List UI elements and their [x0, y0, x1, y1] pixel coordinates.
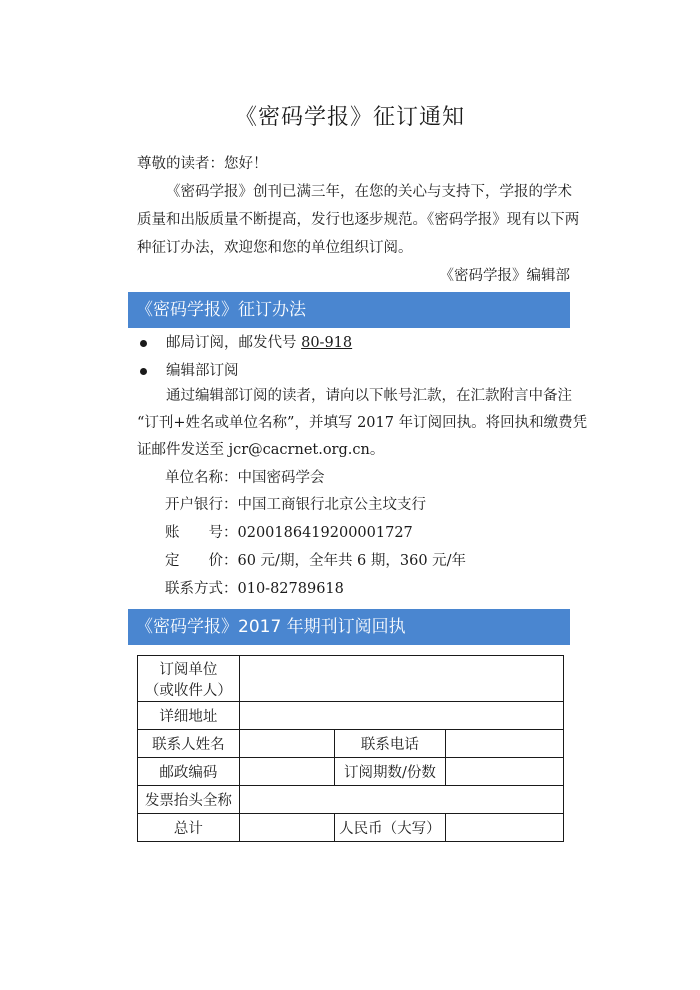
- form-label-postcode: 邮政编码: [138, 758, 240, 786]
- greeting: 尊敬的读者：您好！: [137, 156, 268, 172]
- info-value: 中国工商银行北京公主坟支行: [237, 497, 426, 513]
- form-label-unit: [138, 656, 240, 702]
- bullet-text: 邮局订阅，邮发代号: [166, 335, 302, 351]
- form-row: [138, 730, 564, 758]
- info-bank: [165, 492, 426, 519]
- form-label-issues: 订阅期数/份数: [334, 758, 446, 786]
- info-label: 联系方式：: [165, 581, 238, 597]
- form-field-rmb[interactable]: [446, 814, 564, 842]
- editorial-subscription-description: [137, 383, 588, 464]
- bullet-icon: [140, 368, 147, 375]
- info-label: 账 号：: [165, 525, 238, 541]
- form-label-invoice: 发票抬头全称: [138, 786, 240, 814]
- info-value: 0200186419200001727: [237, 525, 413, 541]
- info-contact: [165, 576, 344, 603]
- form-label-address: 详细地址: [138, 702, 240, 730]
- form-label-rmb: 人民币（大写）: [334, 814, 446, 842]
- bullet-editorial-office: [137, 357, 239, 385]
- intro-paragraph: [137, 178, 580, 262]
- section-heading-subscription-methods: 《密码学报》征订办法: [128, 292, 570, 328]
- info-label: 单位名称：: [165, 470, 238, 486]
- intro-line: 《密码学报》创刊已满三年，在您的关心与支持下，学报的学术: [166, 184, 572, 200]
- form-row: [138, 786, 564, 814]
- signature: 《密码学报》编辑部: [439, 268, 570, 284]
- bullet-post-office: [137, 329, 352, 357]
- form-label-total: 总计: [138, 814, 240, 842]
- info-label: 定 价：: [165, 553, 238, 569]
- desc-line: “订刊+姓名或单位名称”，并填写 2017 年订阅回执。将回执和缴费凭: [137, 415, 588, 431]
- form-row: [138, 702, 564, 730]
- form-field-contact-name[interactable]: [239, 730, 334, 758]
- bullet-text: 编辑部订阅: [166, 363, 239, 379]
- form-field-total[interactable]: [239, 814, 334, 842]
- form-row: [138, 656, 564, 702]
- info-value: 60 元/期，全年共 6 期，360 元/年: [237, 553, 467, 569]
- form-field-invoice[interactable]: [239, 786, 563, 814]
- info-value: 010-82789618: [237, 581, 344, 597]
- form-label-contact-name: 联系人姓名: [138, 730, 240, 758]
- bullet-icon: [140, 340, 147, 347]
- info-price: [165, 548, 466, 575]
- form-label-phone: 联系电话: [334, 730, 446, 758]
- form-label-line: （或收件人）: [144, 682, 232, 699]
- subscription-receipt-form: [137, 655, 564, 842]
- form-row: [138, 814, 564, 842]
- form-field-issues[interactable]: [446, 758, 564, 786]
- form-field-postcode[interactable]: [239, 758, 334, 786]
- desc-line: 通过编辑部订阅的读者，请向以下帐号汇款，在汇款附言中备注: [166, 388, 572, 404]
- intro-line: 质量和出版质量不断提高，发行也逐步规范。《密码学报》现有以下两: [137, 212, 580, 228]
- form-label-line: 订阅单位: [159, 661, 218, 678]
- desc-line: 证邮件发送至 jcr@cacrnet.org.cn。: [137, 442, 385, 458]
- info-unit-name: [165, 465, 325, 492]
- form-field-phone[interactable]: [446, 730, 564, 758]
- info-label: 开户银行：: [165, 497, 238, 513]
- form-row: [138, 758, 564, 786]
- intro-line: 种征订办法，欢迎您和您的单位组织订阅。: [137, 240, 413, 256]
- form-field-unit[interactable]: [239, 656, 563, 702]
- page-title: 《密码学报》征订通知: [234, 105, 465, 130]
- info-account: [165, 520, 413, 547]
- section-heading-receipt: 《密码学报》2017 年期刊订阅回执: [128, 609, 570, 645]
- form-field-address[interactable]: [239, 702, 563, 730]
- info-value: 中国密码学会: [237, 470, 325, 486]
- postal-code-number: 80-918: [301, 335, 353, 351]
